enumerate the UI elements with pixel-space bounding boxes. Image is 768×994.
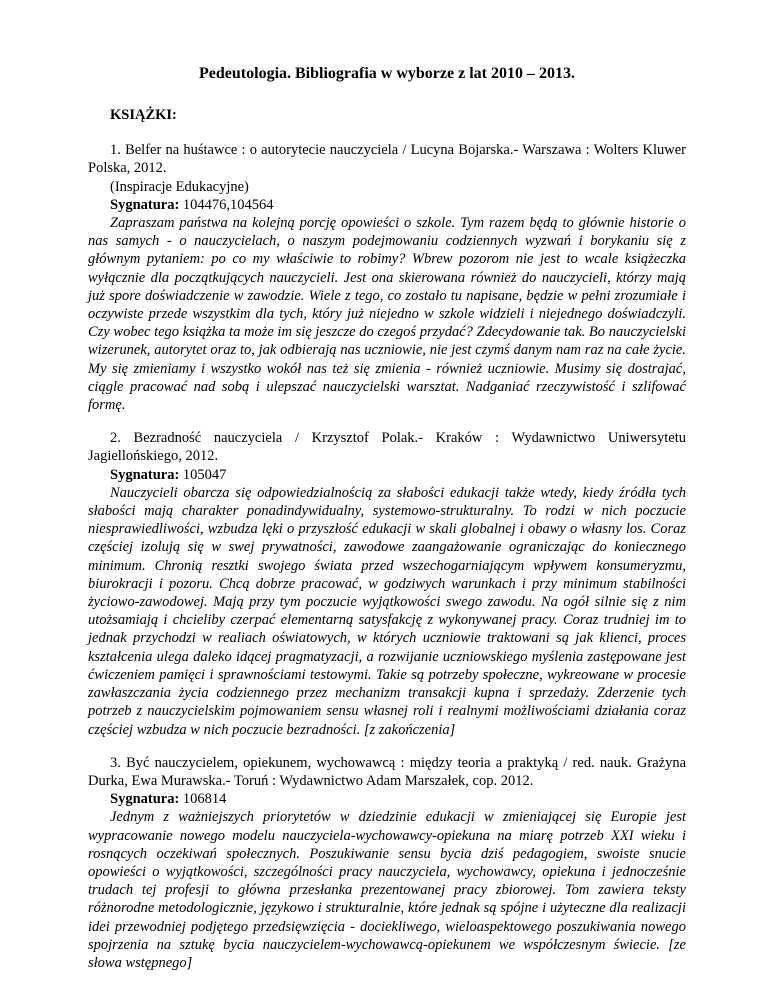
entry-description: Jednym z ważniejszych priorytetów w dziedzinie edukacji w zmieniającej się Europie jest wypracowanie nowego modelu nauczyciela-wychowawcy-opiekuna na miarę potrzeb XXI wieku i rosnących oczekiwań społecznych. Poszukiwanie sensu bycia dziś pedagogiem, swoiste snucie opowieści o wyjątkowości, szczególności pracy nauczyciela, wychowawcy, opiekuna i jednocześnie trudach tej profesji to główna przesłanka prezentowanej pracy zbiorowej. Tom zawiera teksty różnorodne metodologicznie, językowo i strukturalnie, które jednak są spójne i użyteczne dla realizacji idei przewodniej podjętego przedsięwzięcia - dociekliwego, wieloaspektowego poszukiwania nowego spojrzenia na sztukę bycia nauczycielem-wychowawcą-opiekunem we współczesnym świecie. [ze słowa wstępnego] <box>88 809 686 971</box>
signature-value: 105047 <box>182 466 227 483</box>
entry-signature <box>88 196 686 214</box>
signature-label: Sygnatura: <box>110 196 180 213</box>
document-title: Pedeutologia. Bibliografia w wyborze z lat 2010 – 2013. <box>199 65 575 82</box>
bibliography-entry <box>88 754 686 972</box>
signature-label: Sygnatura: <box>110 466 180 483</box>
bibliography-entry <box>88 429 686 738</box>
signature-value: 104476,104564 <box>182 196 274 213</box>
signature-value: 106814 <box>182 791 227 808</box>
entry-description: Zapraszam państwa na kolejną porcję opowieści o szkole. Tym razem będą to głównie historie o nas samych - o nauczycielach, o naszym podejmowaniu codziennych wyzwań i borykaniu się z głównym pytaniem: po co my właściwie to robimy? Wbrew pozorom nie jest to wcale książeczka wyłącznie dla początkujących nauczycieli. Jest ona skierowana również do nauczycieli, którzy mają już spore doświadczenie w zawodzie. Wiele z tego, co zostało tu napisane, będzie w pełni zrozumiałe i oczywiste przede wszystkim dla tych, który już niejedno w szkole widzieli i niejednego doświadczyli. Czy wobec tego książka ta może im się jeszcze do czegoś przydać? Zdecydowanie tak. Bo nauczycielski wizerunek, autorytet oraz to, jak odbierają nas uczniowie, nie jest czymś danym nam raz na całe życie. My się zmieniamy i wszystko wokół nas też się zmienia - również uczniowie. Musimy się dostrajać, ciągle pracować nad sobą i ulepszać nauczycielski warsztat. Nadganiać rzeczywistość i szlifować formę. <box>88 215 686 414</box>
entry-signature <box>88 790 686 808</box>
entry-reference: 2. Bezradność nauczyciela / Krzysztof Polak.- Kraków : Wydawnictwo Uniwersytetu Jagiellońskiego, 2012. <box>88 430 686 465</box>
entry-reference: 3. Być nauczycielem, opiekunem, wychowawcą : między teoria a praktyką / red. nauk. Grażyna Durka, Ewa Murawska.- Toruń : Wydawnictwo Adam Marszałek, cop. 2012. <box>88 754 686 789</box>
bibliography-entry <box>88 141 686 414</box>
entry-description: Nauczycieli obarcza się odpowiedzialnością za słabości edukacji także wtedy, kiedy źródła tych słabości mają charakter ponadindywidualny, systemowo-strukturalny. To rodzi w nich poczucie niesprawiedliwości, wzbudza lęki o przyszłość edukacji w skali globalnej i obawy o własny los. Coraz częściej izolują się w swej prywatności, zawodowe zaangażowanie ograniczając do koniecznego minimum. Chronią resztki swojego świata przed wszechogarniającym wpływem konsumeryzmu, biurokracji i pozoru. Chcą dobrze pracować, w godziwych warunkach i przy minimum stabilności życiowo-zawodowej. Mają przy tym poczucie wyjątkowości swego zawodu. Na ogół silnie się z nim utożsamiają i chcieliby czerpać elementarną satysfakcję z wykonywanej pracy. Coraz trudniej im to jednak przychodzi w realiach oświatowych, w których uczniowie traktowani są jak klienci, proces kształcenia ulega daleko idącej pragmatyzacji, a rozwijanie uczniowskiego myślenia zastępowane jest ćwiczeniem pamięci i sprawnościami testowymi. Takie są potrzeby społeczne, wykreowane w procesie zawłaszczania życia codziennego przez mechanizm transakcji kupna i sprzedaży. Zderzenie tych potrzeb z nauczycielskim pojmowaniem sensu własnej roli i realnymi możliwościami działania coraz częściej wzbudza w nich poczucie bezradności. [z zakończenia] <box>88 484 686 738</box>
entry-series: (Inspiracje Edukacyjne) <box>110 178 249 195</box>
section-heading: KSIĄŻKI: <box>110 107 177 123</box>
document-page <box>88 64 686 987</box>
signature-label: Sygnatura: <box>110 791 180 808</box>
entry-signature <box>88 466 686 484</box>
entry-reference: 1. Belfer na huśtawce : o autorytecie nauczyciela / Lucyna Bojarska.- Warszawa : Wolters Kluwer Polska, 2012. <box>88 142 686 177</box>
